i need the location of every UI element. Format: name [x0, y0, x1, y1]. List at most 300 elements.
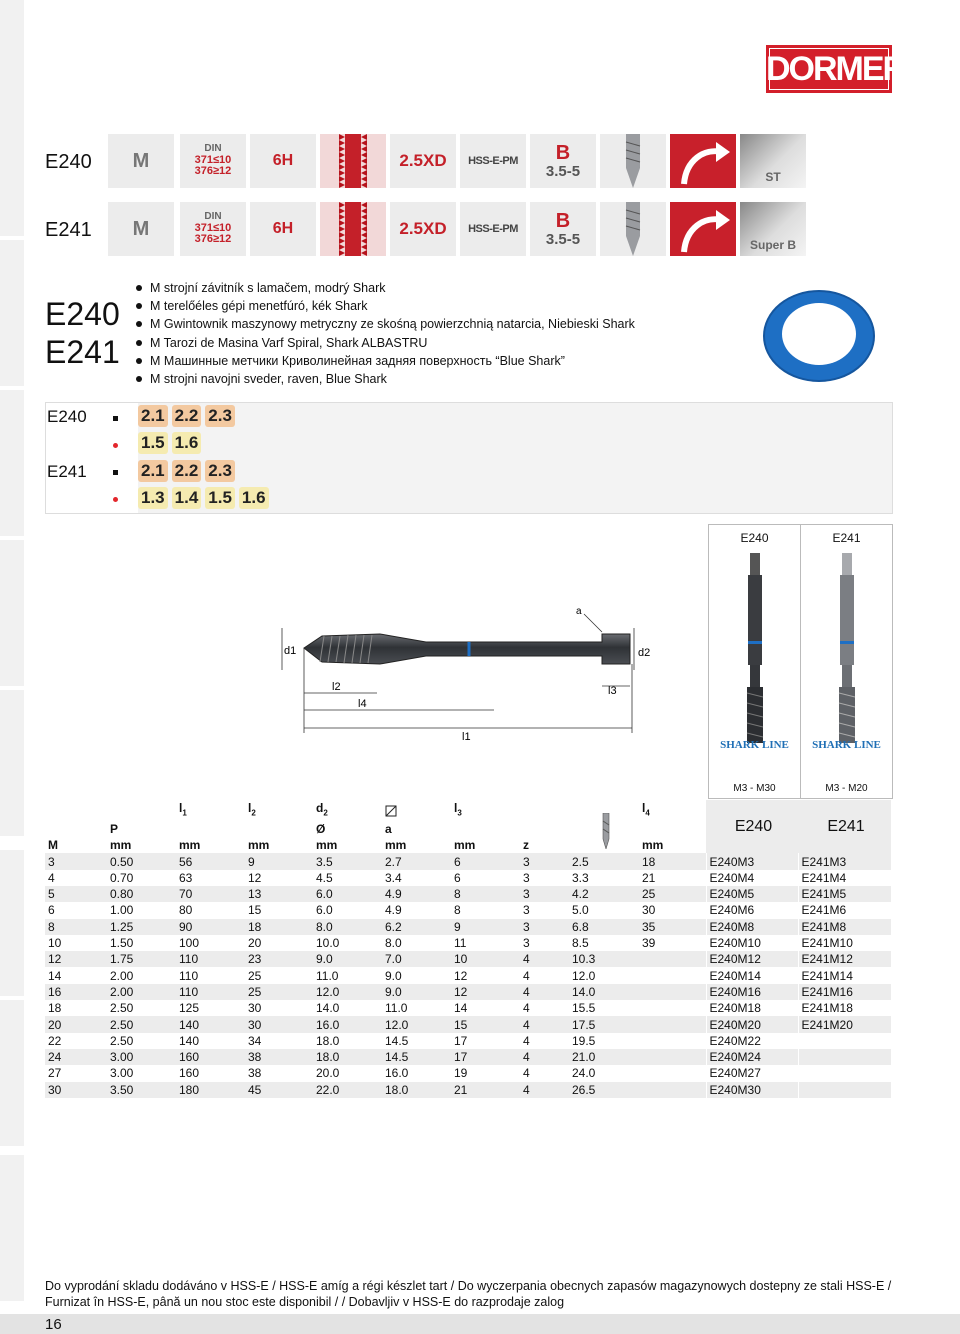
header-cell: a	[382, 821, 451, 837]
tap-dimension-diagram	[262, 598, 662, 748]
coating-icon	[740, 134, 806, 188]
header-cell: mm	[176, 837, 245, 853]
article-number: E241M3	[798, 853, 891, 869]
table-row	[45, 1000, 891, 1016]
row-code: E240	[45, 151, 92, 173]
header-cell	[107, 800, 176, 821]
label-l2: l2	[332, 681, 341, 693]
table-cell: 21	[451, 1082, 520, 1098]
table-cell: 160	[176, 1049, 245, 1065]
table-cell: 17.5	[569, 1016, 639, 1032]
material-group-chip: 2.3	[205, 405, 235, 427]
table-cell: 18	[45, 1000, 107, 1016]
table-cell: 12	[45, 951, 107, 967]
chamfer-b-icon	[530, 202, 596, 256]
icon-text: DIN	[204, 211, 222, 223]
table-cell: 6.2	[382, 919, 451, 935]
material-group-chips	[138, 460, 235, 482]
spiral-point-arrow-icon	[670, 134, 736, 188]
table-cell: 7.0	[382, 951, 451, 967]
shark-line-logo: SHARK LINE	[720, 739, 789, 751]
feature-icon-row	[108, 134, 806, 188]
edge-tab	[0, 90, 24, 242]
table-cell: 4.9	[382, 886, 451, 902]
table-cell: 9.0	[382, 984, 451, 1000]
thread-m-icon	[108, 134, 174, 188]
table-cell: 45	[245, 1082, 313, 1098]
table-cell: 4	[520, 1049, 569, 1065]
article-number: E241M14	[798, 967, 891, 983]
table-cell: 3.4	[382, 870, 451, 886]
table-cell: 30	[245, 1000, 313, 1016]
header-cell: mm	[639, 837, 706, 853]
table-cell: 4	[520, 967, 569, 983]
article-number: E240M14	[706, 967, 798, 983]
table-cell: 4	[520, 1016, 569, 1032]
icon-text: DIN	[204, 143, 222, 155]
icon-text: 371≤10	[194, 221, 232, 234]
serration-icon	[320, 202, 386, 256]
table-cell: 6	[45, 902, 107, 918]
table-row	[45, 951, 891, 967]
size-range: M3 - M30	[733, 783, 776, 794]
material-group-chip: 2.2	[172, 460, 202, 482]
size-range: M3 - M20	[825, 783, 868, 794]
header-cell: $l_3$	[451, 800, 520, 821]
header-cell: $l_4$	[639, 800, 706, 821]
header-cell: $l_2$	[245, 800, 313, 821]
icon-text: 376≥12	[194, 233, 232, 246]
table-cell	[639, 1000, 706, 1016]
feature-icon-row	[108, 202, 806, 256]
material-group-chip: 1.6	[172, 432, 202, 454]
table-cell: 8	[451, 886, 520, 902]
table-cell: 25	[639, 886, 706, 902]
tool-image-box	[708, 524, 893, 799]
table-cell: 0.70	[107, 870, 176, 886]
primary-marker	[113, 470, 118, 475]
table-cell	[639, 1065, 706, 1081]
table-cell: 3.50	[107, 1082, 176, 1098]
header-cell: mm	[313, 837, 382, 853]
table-row	[45, 1065, 891, 1081]
table-cell: 22.0	[313, 1082, 382, 1098]
article-number: E241M6	[798, 902, 891, 918]
table-cell: 19.5	[569, 1033, 639, 1049]
label-a: a	[576, 606, 582, 617]
table-cell: 3	[520, 853, 569, 869]
table-cell: 110	[176, 984, 245, 1000]
description-item: M Tarozi de Masina Varf Spiral, Shark ALBASTRU	[135, 334, 635, 352]
table-cell: 12.0	[569, 967, 639, 983]
edge-tab	[0, 850, 24, 1002]
header-cell: mm	[245, 837, 313, 853]
table-cell: 14.0	[313, 1000, 382, 1016]
table-row	[45, 1016, 891, 1032]
table-cell: 3.5	[313, 853, 382, 869]
description-item: M Gwintownik maszynowy metryczny ze skośną powierzchnią natarcia, Niebieski Shark	[135, 315, 635, 333]
serration-icon	[320, 134, 386, 188]
table-cell: 21	[639, 870, 706, 886]
table-cell: 3	[520, 870, 569, 886]
article-number: E240M24	[706, 1049, 798, 1065]
table-cell: 18.0	[313, 1049, 382, 1065]
material-group-chip: 2.3	[205, 460, 235, 482]
table-cell: 3	[520, 935, 569, 951]
tool-code: E241	[832, 531, 861, 545]
header-cell	[176, 821, 245, 837]
table-cell: 15	[245, 902, 313, 918]
article-number: E241M4	[798, 870, 891, 886]
material-hss-e-pm-icon	[460, 202, 526, 256]
table-cell: 30	[639, 902, 706, 918]
table-cell: 6.8	[569, 919, 639, 935]
table-cell: 8	[45, 919, 107, 935]
table-cell: 22	[45, 1033, 107, 1049]
header-cell: P	[107, 821, 176, 837]
material-group-chips	[138, 432, 201, 454]
article-number: E240M27	[706, 1065, 798, 1081]
edge-tab	[0, 690, 24, 842]
header-cell	[45, 800, 107, 821]
table-cell	[639, 1049, 706, 1065]
table-cell: 38	[245, 1065, 313, 1081]
article-number: E240M8	[706, 919, 798, 935]
specification-table	[45, 800, 891, 1098]
table-cell	[639, 951, 706, 967]
thread-m-icon	[108, 202, 174, 256]
edge-tab	[0, 240, 24, 392]
table-cell: 24.0	[569, 1065, 639, 1081]
table-cell: 6	[451, 870, 520, 886]
tool-column	[801, 525, 892, 798]
table-cell: 90	[176, 919, 245, 935]
icon-text: 376≥12	[194, 165, 232, 178]
icon-text: M	[132, 217, 150, 240]
description-item: M terelőéles gépi menetfúró, kék Shark	[135, 297, 635, 315]
article-number: E240M18	[706, 1000, 798, 1016]
table-cell: 2.50	[107, 1033, 176, 1049]
column-header-e241: E241	[798, 800, 891, 853]
table-cell: 2.5	[569, 853, 639, 869]
brand-logo	[766, 45, 906, 93]
coating-ring-icon	[760, 288, 878, 384]
depth-2-5xd-icon	[390, 202, 456, 256]
icon-text: M	[132, 149, 150, 172]
spiral-point-arrow-icon	[670, 202, 736, 256]
description-item: M strojní závitník s lamačem, modrý Shark	[135, 279, 635, 297]
icon-text: 2.5XD	[399, 219, 447, 238]
table-cell: 17	[451, 1033, 520, 1049]
edge-tab	[0, 540, 24, 692]
icon-text: B	[555, 209, 571, 232]
article-number: E240M22	[706, 1033, 798, 1049]
material-group-chip: 2.2	[172, 405, 202, 427]
tap-e241-image	[835, 553, 859, 743]
table-cell: 19	[451, 1065, 520, 1081]
description-item: M strojni navojni sveder, raven, Blue Shark	[135, 370, 635, 388]
edge-tab	[0, 390, 24, 542]
header-cell: mm	[451, 837, 520, 853]
table-row	[45, 870, 891, 886]
table-cell: 2.00	[107, 967, 176, 983]
table-cell: 3	[520, 902, 569, 918]
table-cell: 4	[520, 984, 569, 1000]
table-cell: 4	[520, 951, 569, 967]
article-number: E240M20	[706, 1016, 798, 1032]
description-list	[135, 279, 635, 388]
table-cell: 3.00	[107, 1049, 176, 1065]
depth-2-5xd-icon	[390, 134, 456, 188]
application-code: E241	[47, 462, 87, 481]
table-cell: 15.5	[569, 1000, 639, 1016]
table-cell: 4.2	[569, 886, 639, 902]
material-group-chip: 2.1	[138, 405, 168, 427]
header-cell	[382, 800, 451, 821]
material-group-chip: 2.1	[138, 460, 168, 482]
tolerance-6h-icon	[250, 134, 316, 188]
table-cell: 38	[245, 1049, 313, 1065]
table-cell: 25	[245, 984, 313, 1000]
table-cell: 1.25	[107, 919, 176, 935]
table-cell: 34	[245, 1033, 313, 1049]
table-cell: 12.0	[313, 984, 382, 1000]
table-cell: 140	[176, 1033, 245, 1049]
table-cell: 20	[245, 935, 313, 951]
table-cell: 13	[245, 886, 313, 902]
table-cell: 12	[451, 967, 520, 983]
table-cell: 0.80	[107, 886, 176, 902]
table-cell: 180	[176, 1082, 245, 1098]
application-code: E240	[47, 407, 87, 426]
icon-text: 3.5-5	[545, 162, 581, 180]
table-row	[45, 984, 891, 1000]
column-header-e240: E240	[706, 800, 798, 853]
table-cell: 8.0	[382, 935, 451, 951]
table-cell: 18	[245, 919, 313, 935]
table-cell: 4	[520, 1065, 569, 1081]
table-cell: 70	[176, 886, 245, 902]
table-cell: 3.00	[107, 1065, 176, 1081]
table-cell: 1.75	[107, 951, 176, 967]
material-hss-e-pm-icon	[460, 134, 526, 188]
table-cell: 14.5	[382, 1049, 451, 1065]
icon-text: ST	[765, 170, 781, 184]
product-codes	[45, 295, 120, 371]
table-cell: 4.9	[382, 902, 451, 918]
table-cell: 3	[520, 886, 569, 902]
table-cell: 2.7	[382, 853, 451, 869]
table-cell: 14.5	[382, 1033, 451, 1049]
table-cell: 10.0	[313, 935, 382, 951]
label-d1: d1	[284, 645, 297, 657]
header-cell	[245, 821, 313, 837]
table-row	[45, 902, 891, 918]
table-cell: 8	[451, 902, 520, 918]
table-cell: 35	[639, 919, 706, 935]
article-number: E240M3	[706, 853, 798, 869]
footer-note: Do vyprodání skladu dodáváno v HSS-E / HSS-E amíg a régi készlet tart / Do wyczerpania obecnych zapasów magazynowych dostepny ze stali HSS-E / Furnizat în HSS-E, până un nou stoc este disponibil / / Dobavljiv v HSS-E do razprodaje zalog	[45, 1279, 892, 1309]
article-number	[798, 1065, 891, 1081]
primary-marker	[113, 416, 118, 421]
article-number: E240M10	[706, 935, 798, 951]
table-cell: 21.0	[569, 1049, 639, 1065]
edge-tab	[0, 1000, 24, 1152]
material-group-chip: 1.5	[205, 487, 235, 509]
table-cell: 100	[176, 935, 245, 951]
table-cell: 2.00	[107, 984, 176, 1000]
table-cell: 9	[451, 919, 520, 935]
icon-text: B	[555, 141, 571, 164]
table-cell: 80	[176, 902, 245, 918]
table-row	[45, 1049, 891, 1065]
table-row	[45, 935, 891, 951]
icon-text: Super B	[749, 238, 796, 252]
shark-line-logo: SHARK LINE	[812, 739, 881, 751]
tap-tip-icon	[600, 134, 666, 188]
material-group-chip: 1.5	[138, 432, 168, 454]
table-cell: 17	[451, 1049, 520, 1065]
table-cell: 3	[45, 853, 107, 869]
tool-code: E240	[740, 531, 769, 545]
table-row	[45, 1033, 891, 1049]
table-cell: 24	[45, 1049, 107, 1065]
table-cell: 12	[451, 984, 520, 1000]
table-cell	[639, 967, 706, 983]
coating-icon	[740, 202, 806, 256]
label-l3: l3	[608, 685, 617, 697]
header-cell: Ø	[313, 821, 382, 837]
icon-text: 6H	[272, 152, 294, 169]
din-standard-icon	[180, 202, 246, 256]
table-cell: 0.50	[107, 853, 176, 869]
table-row	[45, 1082, 891, 1098]
tolerance-6h-icon	[250, 202, 316, 256]
table-cell: 2.50	[107, 1000, 176, 1016]
table-cell: 1.00	[107, 902, 176, 918]
table-cell: 4	[520, 1033, 569, 1049]
article-number	[798, 1082, 891, 1098]
table-cell: 110	[176, 967, 245, 983]
table-cell: 39	[639, 935, 706, 951]
article-number	[798, 1049, 891, 1065]
header-cell	[639, 821, 706, 837]
page-bar	[0, 1314, 960, 1334]
material-group-chip: 1.6	[239, 487, 269, 509]
table-cell: 11.0	[382, 1000, 451, 1016]
article-number: E240M5	[706, 886, 798, 902]
tap-e240-image	[743, 553, 767, 743]
label-d2: d2	[638, 647, 651, 659]
article-number: E241M18	[798, 1000, 891, 1016]
header-cell	[45, 821, 107, 837]
table-cell: 14	[45, 967, 107, 983]
icon-text: 3.5-5	[545, 230, 581, 248]
chamfer-b-icon	[530, 134, 596, 188]
table-cell: 4	[520, 1000, 569, 1016]
article-number: E241M10	[798, 935, 891, 951]
table-cell: 4.5	[313, 870, 382, 886]
table-cell: 140	[176, 1016, 245, 1032]
table-cell: 1.50	[107, 935, 176, 951]
article-number: E241M8	[798, 919, 891, 935]
table-cell: 3	[520, 919, 569, 935]
article-number: E241M20	[798, 1016, 891, 1032]
header-cell	[520, 800, 569, 821]
header-cell: $l_1$	[176, 800, 245, 821]
product-code: E241	[45, 334, 120, 370]
table-cell: 18	[639, 853, 706, 869]
article-number	[798, 1033, 891, 1049]
article-number: E240M30	[706, 1082, 798, 1098]
table-row	[45, 919, 891, 935]
description-item: M Машинные метчики Криволинейная задняя поверхность “Blue Shark”	[135, 352, 635, 370]
table-cell: 5.0	[569, 902, 639, 918]
table-cell: 9.0	[382, 967, 451, 983]
row-code: E241	[45, 219, 92, 241]
article-number: E241M5	[798, 886, 891, 902]
icon-text: 371≤10	[194, 153, 232, 166]
table-cell: 18.0	[313, 1033, 382, 1049]
table-cell: 27	[45, 1065, 107, 1081]
edge-tab	[0, 1155, 24, 1307]
table-cell: 23	[245, 951, 313, 967]
table-row	[45, 886, 891, 902]
table-cell: 30	[245, 1016, 313, 1032]
din-standard-icon	[180, 134, 246, 188]
header-cell: $d_2$	[313, 800, 382, 821]
table-cell: 6	[451, 853, 520, 869]
article-number: E241M12	[798, 951, 891, 967]
table-cell: 10	[451, 951, 520, 967]
product-code: E240	[45, 296, 120, 332]
table-cell: 14	[451, 1000, 520, 1016]
header-cell: M	[45, 837, 107, 853]
table-cell: 30	[45, 1082, 107, 1098]
table-row	[45, 967, 891, 983]
header-cell	[520, 821, 569, 837]
label-l4: l4	[358, 698, 367, 710]
table-cell: 9	[245, 853, 313, 869]
secondary-marker	[113, 497, 118, 502]
table-cell	[639, 1082, 706, 1098]
table-cell	[639, 1016, 706, 1032]
table-cell: 25	[245, 967, 313, 983]
table-cell: 63	[176, 870, 245, 886]
table-cell: 15	[451, 1016, 520, 1032]
material-group-chip: 1.4	[172, 487, 202, 509]
table-cell: 11	[451, 935, 520, 951]
table-cell: 2.50	[107, 1016, 176, 1032]
brand-name: DORMER	[766, 50, 906, 88]
header-cell: z	[520, 837, 569, 853]
table-cell: 12	[245, 870, 313, 886]
tool-column	[709, 525, 800, 798]
drill-size-icon	[598, 813, 614, 849]
tap-tip-icon	[600, 202, 666, 256]
table-cell: 8.0	[313, 919, 382, 935]
material-group-chips	[138, 487, 269, 509]
table-cell: 110	[176, 951, 245, 967]
icon-text: 6H	[272, 220, 294, 237]
table-cell: 3.3	[569, 870, 639, 886]
flat-icon	[385, 805, 397, 817]
header-cell	[569, 800, 639, 853]
table-cell	[639, 1033, 706, 1049]
table-cell: 4	[520, 1082, 569, 1098]
table-cell: 5	[45, 886, 107, 902]
table-cell: 16	[45, 984, 107, 1000]
